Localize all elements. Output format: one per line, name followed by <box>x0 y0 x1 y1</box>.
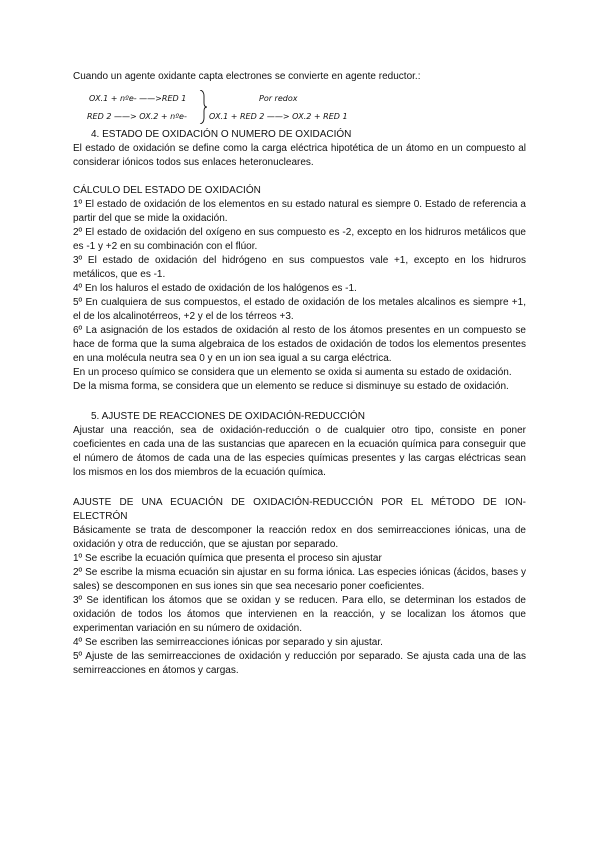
equation-result: OX.1 + RED 2 ——> OX.2 + RED 1 <box>209 112 348 121</box>
rule: En un proceso químico se considera que un elemento se oxida si aumenta su estado de oxidación. <box>73 367 512 378</box>
rule: 2º El estado de oxidación del oxígeno en sus compuesto es -2, excepto en los hidruros metálicos que es -1 y +2 en su combinación con el flúor. <box>73 227 526 252</box>
document-page <box>73 70 526 678</box>
rule: 5º En cualquiera de sus compuestos, el estado de oxidación de los metales alcalinos es siempre +1, el de los alcalinotérreos, +2 y el de los térreos +3. <box>73 297 526 322</box>
calculo-heading: CÁLCULO DEL ESTADO DE OXIDACIÓN <box>73 185 261 196</box>
section4-heading: 4. ESTADO DE OXIDACIÓN O NUMERO DE OXIDACIÓN <box>91 129 352 140</box>
equation-label: Por redox <box>259 94 298 103</box>
section4-definition: El estado de oxidación se define como la carga eléctrica hipotética de un átomo en un compuesto al considerar iónicos todos sus enlaces heteronucleares. <box>73 143 526 168</box>
equation-row-1: OX.1 + nºe- ——>RED 1 <box>89 94 187 103</box>
section5-heading: 5. AJUSTE DE REACCIONES DE OXIDACIÓN-REDUCCIÓN <box>91 411 365 422</box>
metodo-heading: AJUSTE DE UNA ECUACIÓN DE OXIDACIÓN-REDUCCIÓN POR EL MÉTODO DE ION-ELECTRÓN <box>73 497 526 522</box>
rule: 6º La asignación de los estados de oxidación al resto de los átomos presentes en un compuesto se hace de forma que la suma algebraica de los estados de oxidación de todos los elementos presentes en una molécula neutra sea 0 y en un ion sea igual a su carga eléctrica. <box>73 325 526 364</box>
step: 3º Se identifican los átomos que se oxidan y se reducen. Para ello, se determinan los estados de oxidación de todos los átomos que intervienen en la reacción, y se localizan los átomos que experimentan variación en su número de oxidación. <box>73 595 526 634</box>
rule: 3º El estado de oxidación del hidrógeno en sus compuestos vale +1, excepto en los hidruros metálicos, que es -1. <box>73 255 526 280</box>
intro-text: Cuando un agente oxidante capta electrones se convierte en agente reductor.: <box>73 71 421 82</box>
redox-equation <box>73 90 526 126</box>
brace-icon <box>199 90 207 124</box>
step: 2º Se escribe la misma ecuación sin ajustar en su forma iónica. Las especies iónicas (ácidos, bases y sales) se descomponen en sus iones sin que sea necesario poner coeficientes. <box>73 567 526 592</box>
rule: 1º El estado de oxidación de los elementos en su estado natural es siempre 0. Estado de referencia a partir del que se mide la oxidación. <box>73 199 526 224</box>
section5-text: Ajustar una reacción, sea de oxidación-reducción o de cualquier otro tipo, consiste en poner coeficientes en cada una de las sustancias que aparecen en la ecuación química para conseguir que el número de átomos de cada una de las especies químicas presentes y las cargas eléctricas sean los mismos en los dos miembros de la ecuación química. <box>73 425 526 478</box>
step: 1º Se escribe la ecuación química que presenta el proceso sin ajustar <box>73 553 382 564</box>
rule: 4º En los haluros el estado de oxidación de los halógenos es -1. <box>73 283 357 294</box>
rule: De la misma forma, se considera que un elemento se reduce si disminuye su estado de oxidación. <box>73 381 509 392</box>
step: 5º Ajuste de las semirreacciones de oxidación y reducción por separado. Se ajusta cada una de las semirreacciones en átomos y cargas. <box>73 651 526 676</box>
metodo-intro: Básicamente se trata de descomponer la reacción redox en dos semirreacciones iónicas, una de oxidación y otra de reducción, que se ajustan por separado. <box>73 525 526 550</box>
equation-row-2: RED 2 ——> OX.2 + nºe- <box>87 112 187 121</box>
step: 4º Se escriben las semirreacciones iónicas por separado y sin ajustar. <box>73 637 383 648</box>
